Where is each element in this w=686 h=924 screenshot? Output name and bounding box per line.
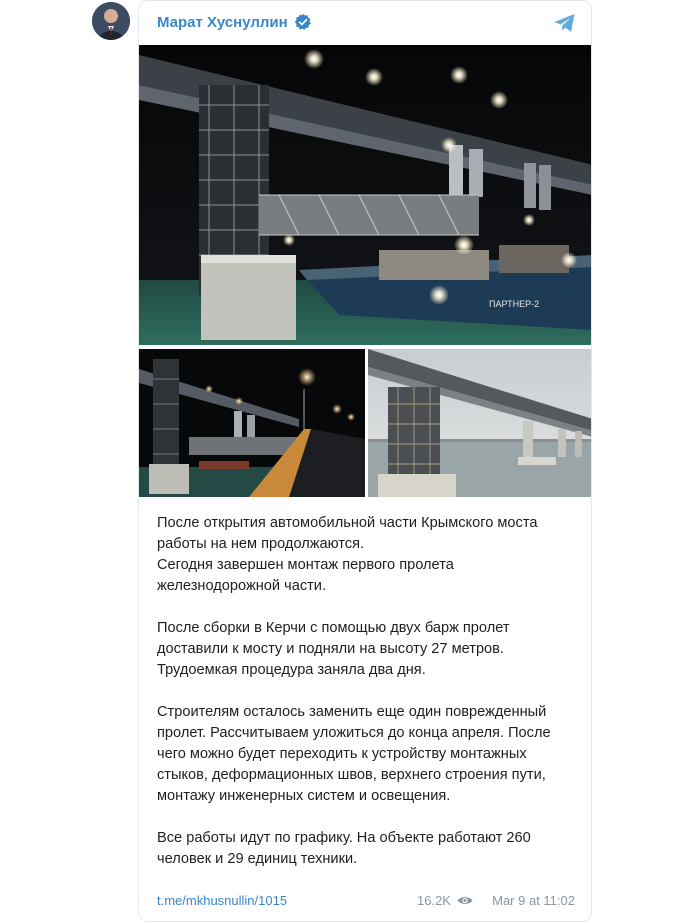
post-paragraph: Все работы идут по графику. На объекте работают 260 человек и 29 единиц техники.: [157, 830, 531, 867]
post-link[interactable]: t.me/mkhusnullin/1015: [157, 893, 288, 908]
views-count: 16.2K: [417, 893, 451, 908]
post-card: [138, 0, 592, 922]
svg-text:ПАРТНЕР-2: ПАРТНЕР-2: [489, 299, 540, 309]
channel-name[interactable]: Марат Хуснуллин: [157, 14, 288, 31]
post-footer: [139, 891, 591, 915]
post-text: [157, 513, 577, 870]
photo-main[interactable]: [139, 45, 592, 345]
verified-badge-icon: [294, 13, 312, 31]
photo-right[interactable]: [368, 349, 592, 497]
telegram-icon[interactable]: [553, 12, 577, 34]
post-header: [139, 1, 591, 45]
post-paragraph: После сборки в Керчи с помощью двух барж пролет доставили к мосту и подняли на высоту 27 метров. Трудоемкая процедура заняла два дня.: [157, 620, 510, 678]
photo-left[interactable]: [139, 349, 365, 497]
post-paragraph: После открытия автомобильной части Крымского моста работы на нем продолжаются. Сегодня завершен монтаж первого пролета железнодорожной части.: [157, 515, 538, 594]
eye-icon: [457, 895, 473, 906]
avatar[interactable]: [92, 2, 130, 40]
post-paragraph: Строителям осталось заменить еще один поврежденный пролет. Рассчитываем уложиться до конца апреля. После чего можно будет переходить к устройству монтажных стыков, деформационных швов, верхнего строения пути, монтажу инженерных систем и освещения.: [157, 704, 551, 804]
post-date[interactable]: Mar 9 at 11:02: [492, 893, 575, 908]
